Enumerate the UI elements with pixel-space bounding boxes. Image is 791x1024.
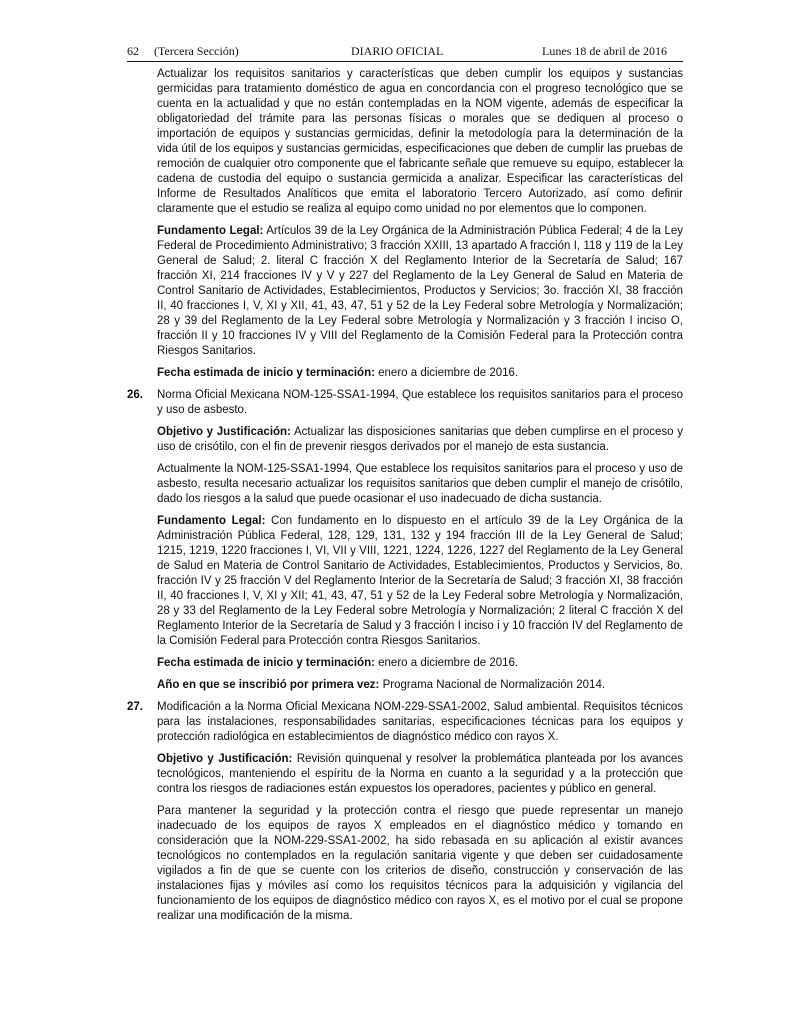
header-rule	[127, 61, 683, 62]
paragraph-estimated-dates	[127, 656, 683, 671]
paragraph-estimated-dates	[127, 366, 683, 381]
publication-title: DIARIO OFICIAL	[351, 44, 444, 58]
paragraph-text: enero a diciembre de 2016.	[374, 657, 519, 669]
paragraph-objective-justification	[127, 752, 683, 797]
numbered-item-26	[127, 388, 683, 418]
item-number: 27.	[127, 701, 143, 713]
paragraph-label: Fundamento Legal:	[157, 225, 264, 237]
paragraph-label: Fundamento Legal:	[157, 515, 266, 527]
paragraph-text: Para mantener la seguridad y la protección contra el riesgo que puede representar un manejo inadecuado de los equipos de rayos X empleados en el diagnóstico médico y tomando en consideración que la NOM-229-SSA1-2002, ha sido rebasada en su aplicación al existir avances tecnológicos no contemplados en la regulación sanitaria vigente y que deben ser cuidadosamente vigilados a fin de que se cuente con los criterios de diseño, construcción y conservación de las instalaciones fijas y móviles así como los requisitos técnicos para la adquisición y vigilancia del funcionamiento de los equipos de diagnóstico médico con rayos X, es el motivo por el cual se propone realizar una modificación de la misma.	[157, 805, 683, 922]
paragraph-rationale	[127, 804, 683, 924]
paragraph-label: Año en que se inscribió por primera vez:	[157, 679, 380, 691]
paragraph-text: Con fundamento en lo dispuesto en el artículo 39 de la Ley Orgánica de la Administración Pública Federal, 128, 129, 131, 132 y 194 fracción III de la Ley General de Salud; 1215, 1219, 1220 fracciones I, VI, VII y VIII, 1221, 1224, 1226, 1227 del Reglamento de la Ley General de Salud en Materia de Control Sanitario de Actividades, Establecimientos, Productos y Servicios, 8o. fracción IV y 25 fracción V del Reglamento Interior de la Secretaría de Salud; 3 fracción XI, 38 fracción II, 40 fracciones I, V, XI y XII; 41, 43, 47, 51 y 52 de la Ley Federal sobre Metrología y Normalización, 28 y 33 del Reglamento de la Ley Federal sobre Metrología y Normalización; 2 literal C fracción X del Reglamento Interior de la Secretaría de Salud y 3 fracción I inciso i y 10 fracción IV del Reglamento de la Comisión Federal para Protección contra Riesgos Sanitarios.	[157, 515, 683, 647]
paragraph-legal-basis	[127, 514, 683, 649]
paragraph-text: Actualmente la NOM-125-SSA1-1994, Que establece los requisitos sanitarios para el proceso y uso de asbesto, resulta necesario actualizar los requisitos sanitarios que deben cumplir el manejo de crisótilo, dado los riesgos a la salud que puede ocasionar el uso inadecuado de dicha sustancia.	[157, 463, 683, 505]
item-title: Modificación a la Norma Oficial Mexicana NOM-229-SSA1-2002, Salud ambiental. Requisitos técnicos para las instalaciones, responsabilidades sanitarias, especificaciones técnicas para los equipos y protección radiológica en establecimientos de diagnóstico médico con rayos X.	[157, 701, 683, 743]
page-number-section: 62 (Tercera Sección)	[127, 44, 239, 58]
paragraph-label: Fecha estimada de inicio y terminación:	[157, 657, 375, 669]
paragraph-current-status	[127, 462, 683, 507]
paragraph-text: enero a diciembre de 2016.	[374, 367, 519, 379]
paragraph-text: Actualizar los requisitos sanitarios y características que deben cumplir los equipos y sustancias germicidas para tratamiento doméstico de agua en concordancia con el progreso tecnológico que se cuenta en la actualidad y que no están contempladas en la NOM vigente, además de especificar la obligatoriedad del trámite para las personas físicas o morales que se dediquen al proceso o importación de equipos y sustancias germicidas, definir la metodología para la determinación de la vida útil de los equipos y sustancias germicidas, especificaciones que deben de cumplir las pruebas de remoción de cualquier otro componente que el fabricante señale que remueve su equipo, establecer la cadena de custodia del equipo o sustancia germicida a analizar. Especificar las características del Informe de Resultados Analíticos que emita el laboratorio Tercero Autorizado, así como definir claramente que el estudio se realiza al equipo como unidad no por elementos que lo componen.	[157, 68, 683, 215]
paragraph-label: Objetivo y Justificación:	[157, 426, 291, 438]
numbered-item-27	[127, 700, 683, 745]
page-header	[127, 44, 667, 60]
paragraph-text: Programa Nacional de Normalización 2014.	[379, 679, 606, 691]
paragraph-objective-justification	[127, 425, 683, 455]
paragraph-text: Revisión quinquenal y resolver la problemática planteada por los avances tecnológicos, manteniendo el espíritu de la Norma en cuanto a la seguridad y a la protección que contra los riesgos de radiaciones están expuestos los operadores, pacientes y público en general.	[157, 753, 683, 795]
paragraph-label: Objetivo y Justificación:	[157, 753, 293, 765]
paragraph-first-inscription	[127, 678, 683, 693]
item-title: Norma Oficial Mexicana NOM-125-SSA1-1994, Que establece los requisitos sanitarios para el proceso y uso de asbesto.	[157, 389, 683, 416]
document-body	[127, 67, 683, 931]
paragraph-label: Fecha estimada de inicio y terminación:	[157, 367, 375, 379]
paragraph-objective-continuation	[127, 67, 683, 217]
paragraph-legal-basis	[127, 224, 683, 359]
item-number: 26.	[127, 389, 143, 401]
publication-date: Lunes 18 de abril de 2016	[542, 44, 667, 58]
paragraph-text: Actualizar las disposiciones sanitarias que deben cumplirse en el proceso y uso de crisótilo, con el fin de prevenir riesgos derivados por el manejo de esta sustancia.	[157, 426, 683, 453]
paragraph-text: Artículos 39 de la Ley Orgánica de la Administración Pública Federal; 4 de la Ley Federal de Procedimiento Administrativo; 3 fracción XXIII, 13 apartado A fracción I, 118 y 119 de la Ley General de Salud; 2. literal C fracción X del Reglamento Interior de la Secretaría de Salud; 167 fracción XI, 214 fracciones IV y V y 227 del Reglamento de la Ley General de Salud en Materia de Control Sanitario de Actividades, Establecimientos, Productos y Servicios; 3o. fracción XI, 38 fracción II, 40 fracciones I, V, XI y XII, 41, 43, 47, 51 y 52 de la Ley Federal sobre Metrología y Normalización; 28 y 39 del Reglamento de la Ley Federal sobre Metrología y Normalización y 3 fracción I inciso O, fracción II y 10 fracciones IV y VIII del Reglamento de la Comisión Federal para la Protección contra Riesgos Sanitarios.	[157, 225, 683, 357]
